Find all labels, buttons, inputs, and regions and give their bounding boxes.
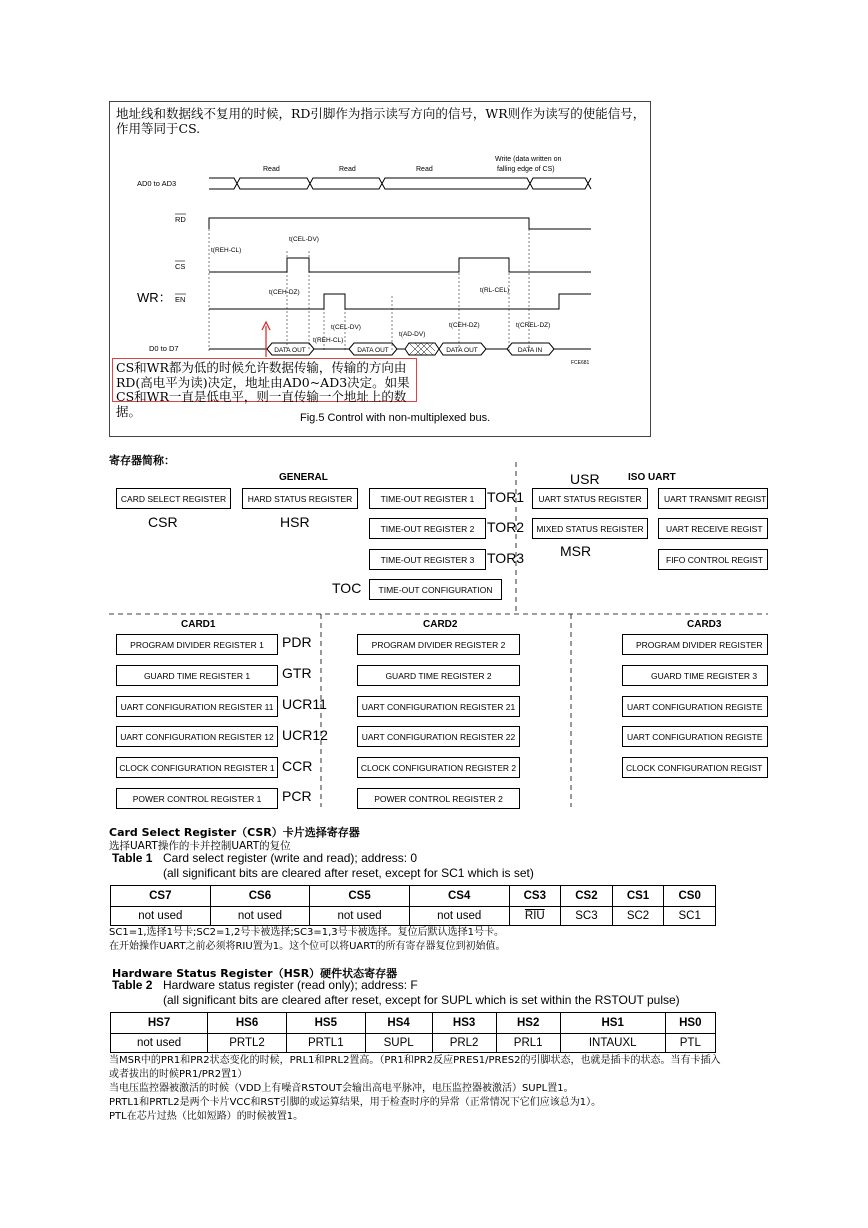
- figure-caption: Fig.5 Control with non-multiplexed bus.: [300, 412, 491, 424]
- table2-subtitle: (all significant bits are cleared after reset, except for SUPL which is set within the RSTOUT pulse): [163, 993, 680, 1007]
- phase-write-2: falling edge of CS): [497, 166, 555, 173]
- usr-box: UART STATUS REGISTER: [532, 488, 648, 509]
- hsr-note-4: PRTL1和PRTL2是两个卡片VCC和RST引脚的或运算结果，用于检查时序的异常（正常情况下它们应该总为1）。: [109, 1097, 602, 1108]
- card1-ucr11-abbr: UCR11: [282, 696, 327, 712]
- utr-box: UART TRANSMIT REGIST: [658, 488, 768, 509]
- timing-cel-dv: t(CEL-DV): [289, 236, 319, 243]
- timing-ad-dv: t(AD-DV): [399, 331, 426, 338]
- hsr-value-cell: SUPL: [365, 1034, 432, 1053]
- ad-bus-waveform: [209, 178, 591, 189]
- figure-id: FCE681: [571, 360, 590, 366]
- csr-note-1: SC1=1,选择1号卡;SC2=1,2号卡被选择;SC3=1,3号卡被选择。复位后默认选择1号卡。: [109, 927, 505, 938]
- hsr-value-cell: INTAUXL: [560, 1034, 665, 1053]
- csr-head-cell: CS5: [310, 886, 410, 907]
- hsr-table: [110, 1012, 716, 1053]
- csr-section-title: Card Select Register（CSR）卡片选择寄存器: [109, 826, 360, 839]
- card3-ccr-box: CLOCK CONFIGURATION REGIST: [622, 757, 768, 778]
- undefined-data-hatch: [409, 343, 435, 355]
- card3-pdr-box: PROGRAM DIVIDER REGISTER: [622, 634, 768, 655]
- phase-read-1: Read: [263, 166, 280, 173]
- signal-wr-prefix: WR：: [137, 290, 172, 305]
- phase-write-1: Write (data written on: [495, 156, 562, 163]
- csr-head-cell: CS6: [210, 886, 310, 907]
- table1-number: Table 1: [112, 851, 153, 865]
- card1-ucr11-box: UART CONFIGURATION REGISTER 11: [116, 696, 278, 717]
- hsr-value-cell: PRTL2: [208, 1034, 287, 1053]
- urr-box: UART RECEIVE REGIST: [658, 518, 768, 539]
- card1-ucr12-abbr: UCR12: [282, 727, 328, 743]
- card3-ucr1-box: UART CONFIGURATION REGISTE: [622, 696, 768, 717]
- csr-head-cell: CS1: [612, 886, 664, 907]
- card1-pcr-abbr: PCR: [282, 788, 312, 804]
- timing-ceh-dz-2: t(CEH-DZ): [449, 322, 480, 329]
- csr-note-2: 在开始操作UART之前必须将RIU置为1。这个位可以将UART的所有寄存器复位到初始值。: [109, 941, 506, 952]
- csr-value-cell: SC1: [664, 907, 716, 926]
- signal-ad: AD0 to AD3: [137, 179, 177, 188]
- figure-note-bottom: CS和WR都为低的时候允许数据传输，传输的方向由RD(高电平为读)决定，地址由AD0~AD3决定。如果CS和WR一直是低电平，则一直传输一个地址上的数据。: [116, 360, 410, 419]
- csr-value-cell: not used: [210, 907, 310, 926]
- csr-head-cell: CS7: [111, 886, 211, 907]
- timing-reh-cl: t(REH-CL): [211, 247, 242, 254]
- card1-pcr-box: POWER CONTROL REGISTER 1: [116, 788, 278, 809]
- card1-gtr-abbr: GTR: [282, 665, 312, 681]
- phase-read-2: Read: [339, 166, 356, 173]
- hsr-head-cell: HS3: [432, 1013, 496, 1034]
- data-out-1: DATA OUT: [274, 347, 306, 354]
- toc-abbr: TOC: [332, 580, 362, 596]
- csr-head-cell: CS4: [409, 886, 509, 907]
- card2-ccr-box: CLOCK CONFIGURATION REGISTER 2: [357, 757, 520, 778]
- card1-pdr-abbr: PDR: [282, 634, 312, 650]
- card2-ucr21-box: UART CONFIGURATION REGISTER 21: [357, 696, 520, 717]
- msr-abbr: MSR: [560, 543, 592, 559]
- csr-value-cell: not used: [111, 907, 211, 926]
- csr-section-desc: 选择UART操作的卡并控制UART的复位: [109, 840, 291, 852]
- hsr-value-cell: not used: [111, 1034, 208, 1053]
- card1-ucr12-box: UART CONFIGURATION REGISTER 12: [116, 726, 278, 747]
- table1-subtitle: (all significant bits are cleared after reset, except for SC1 which is set): [163, 866, 534, 880]
- data-out-3: DATA OUT: [446, 347, 478, 354]
- signal-cs: CS: [175, 262, 186, 271]
- card1-ccr-abbr: CCR: [282, 758, 313, 774]
- csr-head-cell: CS0: [664, 886, 716, 907]
- group-card1: CARD1: [181, 619, 216, 630]
- hsr-abbr: HSR: [280, 514, 310, 530]
- hsr-note-3: 当电压监控器被激活的时候（VDD上有噪音RSTOUT会输出高电平脉冲，电压监控器被激活）SUPL置1。: [109, 1083, 574, 1094]
- group-card3: CARD3: [687, 619, 722, 630]
- table2-number: Table 2: [112, 978, 153, 992]
- signal-rd: RD: [175, 215, 186, 224]
- csr-value-cell: not used: [409, 907, 509, 926]
- group-general: GENERAL: [279, 472, 328, 483]
- csr-box: CARD SELECT REGISTER: [116, 488, 231, 509]
- table2-title: Hardware status register (read only); address: F: [163, 978, 418, 992]
- msr-box: MIXED STATUS REGISTER: [532, 518, 648, 539]
- timing-crel-dz: t(CREL-DZ): [516, 322, 551, 329]
- card2-gtr-box: GUARD TIME REGISTER 2: [357, 665, 520, 686]
- card3-ucr2-box: UART CONFIGURATION REGISTE: [622, 726, 768, 747]
- csr-abbr: CSR: [148, 514, 178, 530]
- hsr-head-cell: HS1: [560, 1013, 665, 1034]
- data-out-2: DATA OUT: [357, 347, 389, 354]
- tor2-box: TIME-OUT REGISTER 2: [369, 518, 486, 539]
- hsr-head-cell: HS5: [286, 1013, 365, 1034]
- group-iso-uart: ISO UART: [628, 472, 676, 483]
- hsr-value-cell: PRL1: [496, 1034, 560, 1053]
- csr-head-cell: CS2: [561, 886, 613, 907]
- tor1-abbr: TOR1: [487, 489, 525, 505]
- csr-table: [110, 885, 716, 926]
- card2-ucr22-box: UART CONFIGURATION REGISTER 22: [357, 726, 520, 747]
- card1-ccr-box: CLOCK CONFIGURATION REGISTER 1: [116, 757, 278, 778]
- card1-gtr-box: GUARD TIME REGISTER 1: [116, 665, 278, 686]
- card2-pcr-box: POWER CONTROL REGISTER 2: [357, 788, 520, 809]
- hsr-head-cell: HS2: [496, 1013, 560, 1034]
- card3-gtr-box: GUARD TIME REGISTER 3: [622, 665, 768, 686]
- hsr-head-cell: HS6: [208, 1013, 287, 1034]
- tor3-box: TIME-OUT REGISTER 3: [369, 549, 486, 570]
- hsr-value-cell: PTL: [665, 1034, 715, 1053]
- register-heading: 寄存器简称：: [109, 454, 175, 467]
- signal-d: D0 to D7: [149, 344, 179, 353]
- hsr-head-cell: HS0: [665, 1013, 715, 1034]
- tor2-abbr: TOR2: [487, 519, 525, 535]
- hsr-head-cell: HS4: [365, 1013, 432, 1034]
- hsr-head-cell: HS7: [111, 1013, 208, 1034]
- group-usr: USR: [570, 471, 600, 487]
- csr-value-cell: SC2: [612, 907, 664, 926]
- timing-cel-dv-2: t(CEL-DV): [331, 324, 361, 331]
- phase-read-3: Read: [416, 166, 433, 173]
- rd-waveform: [209, 218, 591, 229]
- card2-pdr-box: PROGRAM DIVIDER REGISTER 2: [357, 634, 520, 655]
- csr-value-cell: not used: [310, 907, 410, 926]
- fcr-box: FIFO CONTROL REGIST: [658, 549, 768, 570]
- signal-en: EN: [175, 295, 186, 304]
- hsr-box: HARD STATUS REGISTER: [242, 488, 358, 509]
- hsr-section-title: Hardware Status Register（HSR）硬件状态寄存器: [112, 967, 398, 980]
- hsr-value-cell: PRTL1: [286, 1034, 365, 1053]
- timing-guides: [209, 221, 529, 351]
- card1-pdr-box: PROGRAM DIVIDER REGISTER 1: [116, 634, 278, 655]
- tor1-box: TIME-OUT REGISTER 1: [369, 488, 486, 509]
- hsr-note-2: 或者拔出的时候PR1/PR2置1）: [109, 1069, 248, 1080]
- group-card2: CARD2: [423, 619, 458, 630]
- tor3-abbr: TOR3: [487, 550, 525, 566]
- data-in-1: DATA IN: [517, 347, 543, 354]
- hsr-note-1: 当MSR中的PR1和PR2状态变化的时候，PRL1和PRL2置高。（PR1和PR2反应PRES1/PRES2的引脚状态，也就是插卡的状态。当有卡插入: [109, 1055, 721, 1066]
- timing-reh-cl-2: t(REH-CL): [313, 337, 344, 344]
- timing-ceh-dz: t(CEH-DZ): [269, 289, 300, 296]
- hsr-value-cell: PRL2: [432, 1034, 496, 1053]
- timing-rl-cel: t(RL-CEL): [480, 287, 510, 294]
- csr-value-cell: SC3: [561, 907, 613, 926]
- hsr-note-5: PTL在芯片过热（比如短路）的时候被置1。: [109, 1111, 304, 1122]
- csr-value-cell-riu: $\overline{RIU}$: [509, 907, 561, 926]
- figure-note-top: 地址线和数据线不复用的时候，RD引脚作为指示读写方向的信号，WR则作为读写的使能信号，作用等同于CS.: [116, 106, 646, 136]
- toc-box: TIME-OUT CONFIGURATION: [369, 579, 502, 600]
- en-waveform: [209, 294, 591, 309]
- csr-head-cell: CS3: [509, 886, 561, 907]
- table1-title: Card select register (write and read); address: 0: [163, 851, 418, 865]
- cs-waveform: [209, 258, 591, 272]
